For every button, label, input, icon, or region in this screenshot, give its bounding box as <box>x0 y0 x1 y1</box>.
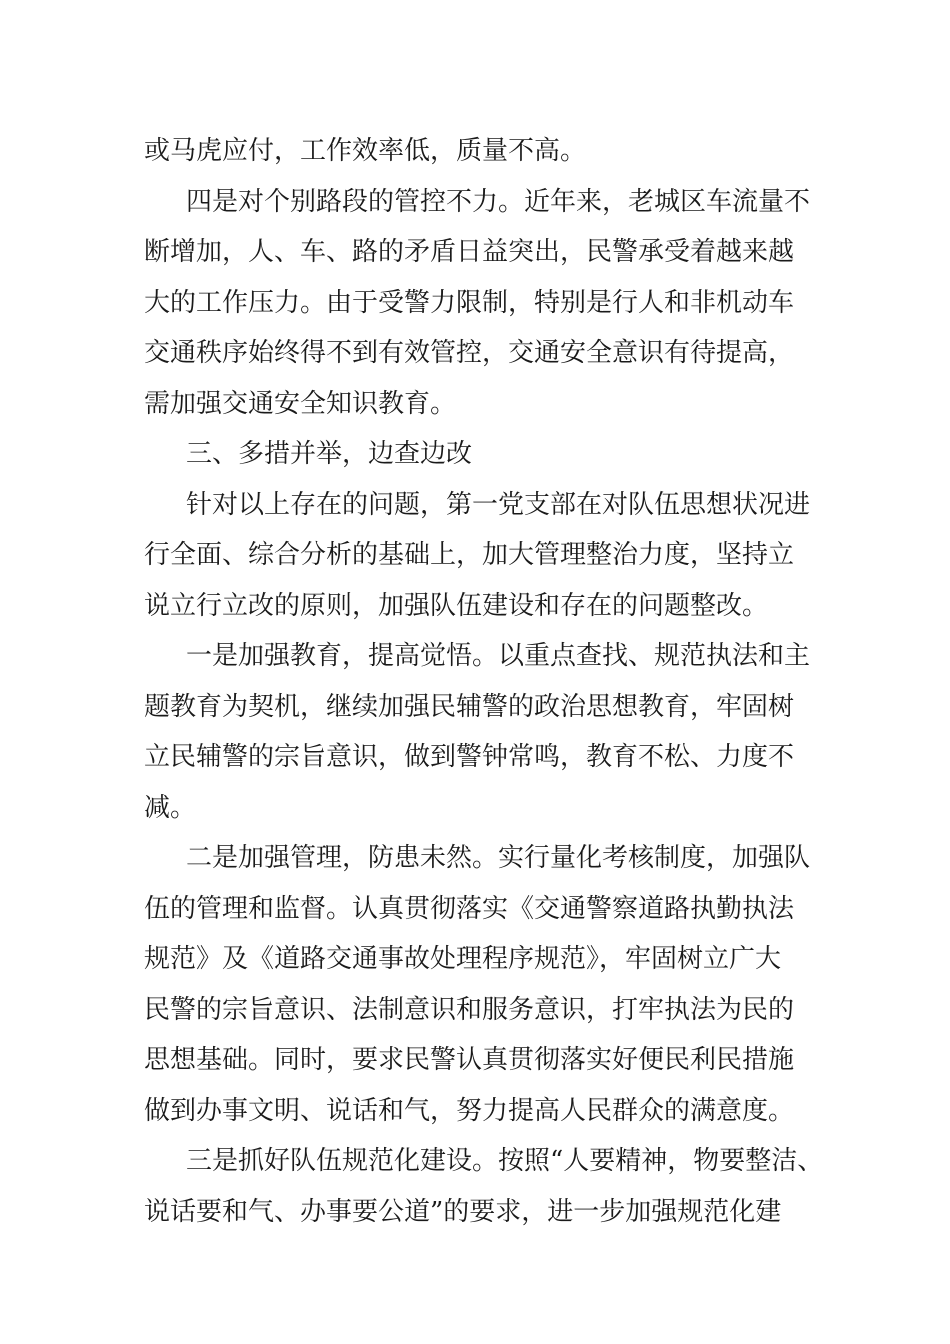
section-heading: 三、多措并举，边查边改 <box>186 439 473 469</box>
text-line: 断增加，人、车、路的矛盾日益突出，民警承受着越来越 <box>144 237 795 267</box>
text-line: 针对以上存在的问题，第一党支部在对队伍思想状况进 <box>186 489 811 520</box>
text-line: 立民辅警的宗旨意识，做到警钟常鸣，教育不松、力度不 <box>144 742 795 772</box>
text-line: 二是加强管理，防患未然。实行量化考核制度，加强队 <box>186 843 811 873</box>
text-line: 民警的宗旨意识、法制意识和服务意识，打牢执法为民的 <box>144 994 795 1025</box>
text-line: 规范》及《道路交通事故处理程序规范》，牢固树立广大 <box>144 944 782 974</box>
text-line: 三是抓好队伍规范化建设。按照“人要精神，物要整洁、 <box>186 1146 824 1176</box>
text-line: 四是对个别路段的管控不力。近年来，老城区车流量不 <box>186 186 811 217</box>
text-line: 思想基础。同时，要求民警认真贯彻落实好便民利民措施 <box>144 1045 795 1075</box>
text-line: 行全面、综合分析的基础上，加大管理整治力度，坚持立 <box>144 540 795 570</box>
text-line: 或马虎应付，工作效率低，质量不高。 <box>144 136 587 166</box>
text-line: 一是加强教育，提高觉悟。以重点查找、规范执法和主 <box>186 641 811 671</box>
text-line: 大的工作压力。由于受警力限制，特别是行人和非机动车 <box>144 287 795 318</box>
text-line: 做到办事文明、说话和气，努力提高人民群众的满意度。 <box>144 1095 795 1126</box>
text-line: 题教育为契机，继续加强民辅警的政治思想教育，牢固树 <box>144 691 795 722</box>
text-line: 说立行立改的原则，加强队伍建设和存在的问题整改。 <box>144 590 769 621</box>
document-body <box>144 126 824 1237</box>
text-line: 交通秩序始终得不到有效管控，交通安全意识有待提高， <box>144 338 795 368</box>
text-line: 说话要和气、办事要公道”的要求，进一步加强规范化建 <box>144 1196 782 1227</box>
text-line: 需加强交通安全知识教育。 <box>144 388 457 419</box>
text-line: 伍的管理和监督。认真贯彻落实《交通警察道路执勤执法 <box>144 893 795 924</box>
text-line: 减。 <box>144 792 197 823</box>
